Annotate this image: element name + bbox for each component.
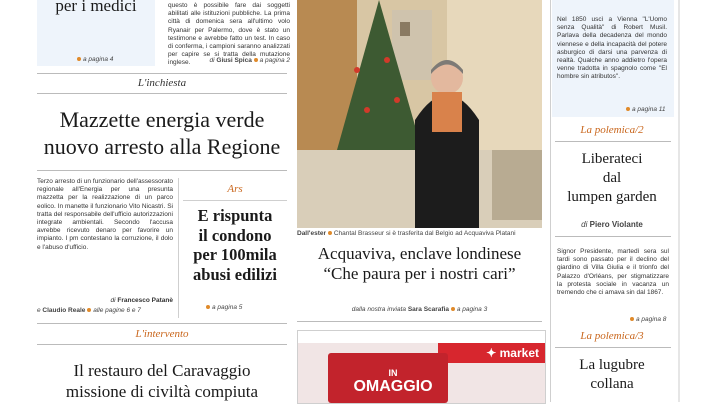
acquaviva-headline-line1: Acquaviva, enclave londinese bbox=[317, 244, 522, 263]
acquaviva-byline[interactable]: dalla nostra inviata Sara Scarafia a pagina 3 bbox=[351, 306, 488, 313]
intervento-kicker: L'intervento bbox=[135, 328, 189, 340]
ars-headline-line3: per 100mila bbox=[193, 245, 277, 264]
right-page-edge bbox=[678, 0, 680, 402]
main-photo[interactable] bbox=[297, 0, 542, 228]
polemica2-headline[interactable] bbox=[552, 150, 672, 207]
bullet-icon bbox=[87, 308, 91, 312]
ad-brand-banner bbox=[438, 343, 545, 363]
bullet-icon bbox=[254, 58, 258, 62]
inchiesta-byline: di Francesco Patanè bbox=[110, 297, 173, 304]
polemica2-byline[interactable]: di Piero Violante bbox=[581, 220, 643, 229]
col4-top-body: Nel 1850 uscì a Vienna "L'Uomo senza Qualità" di Robert Musil. Parlava della decadenza del mondo viennese e della incapacità del potere asburgico di darsi una parvenza di realtà. Qualche anno addietro l'opera venne tradotta in spagnolo come "El hombre sin atributos". bbox=[557, 16, 667, 81]
polemica3-headline-line2: collana bbox=[590, 376, 634, 392]
polemica3-headline[interactable] bbox=[552, 356, 672, 394]
col1-rule bbox=[37, 73, 287, 74]
inchiesta-headline-line1: Mazzette energia verde bbox=[59, 107, 265, 132]
photo-caption: Dall'ester Chantal Brasseur si è trasferita dal Belgio ad Acquaviva Platani bbox=[297, 230, 516, 237]
col2-top-text: questo è possibile fare dai soggetti abilitati alle istituzioni pubbliche. La prima città di domenica sera all'ultimo volo Ryanair per Palermo, dove è stato un testimone e avrebbe fatto un test. In caso di conferma, i campioni saranno analizzati per capire se si tratta della mutazione inglese. bbox=[168, 2, 290, 67]
ad-top-strip bbox=[298, 331, 545, 343]
ars-kicker: Ars bbox=[227, 183, 243, 195]
top-left-ref[interactable]: a pagina 4 bbox=[77, 56, 113, 63]
polemica2-kicker: La polemica/2 bbox=[580, 124, 644, 136]
bullet-icon bbox=[77, 57, 81, 61]
col1-rule-4 bbox=[37, 323, 287, 324]
col2-vertical-rule bbox=[178, 178, 179, 318]
bullet-icon bbox=[206, 305, 210, 309]
polemica3-headline-line1: La lugubre bbox=[579, 357, 645, 373]
intervento-headline-line1: Il restauro del Caravaggio bbox=[73, 361, 251, 380]
inchiesta-body: Terzo arresto di un funzionario dell'assessorato regionale all'Energia per una presunta mazzetta per la realizzazione di un parco eolico. In manette il funzionario Vito Nicastri. Si tratta del responsabile dell'ufficio autorizzazioni integrate ambientali. Secondo l'accusa avrebbe ricevuto denaro per favorire un impianto. I pm contestano la corruzione, il dolo e l'abuso d'ufficio. bbox=[37, 178, 173, 251]
polemica3-kicker: La polemica/3 bbox=[580, 330, 644, 342]
intervento-headline-line2: missione di civiltà compiuta bbox=[65, 382, 259, 401]
inchiesta-kicker: L'inchiesta bbox=[137, 77, 187, 89]
ars-headline-line2: il condono bbox=[198, 225, 272, 245]
col4-rule-2 bbox=[555, 236, 671, 237]
bullet-icon bbox=[328, 231, 332, 235]
ad-brand: market bbox=[499, 346, 539, 360]
bullet-icon bbox=[451, 307, 455, 311]
ars-ref[interactable]: a pagina 5 bbox=[206, 304, 242, 311]
col1-rule-3 bbox=[37, 170, 287, 171]
col2-top-byline[interactable]: di Giusi Spica a pagina 2 bbox=[209, 57, 290, 64]
ad-text: IN OMAGGIO bbox=[353, 368, 433, 395]
col4-rule-3 bbox=[555, 347, 671, 348]
col1-rule-2 bbox=[37, 93, 287, 94]
polemica2-ref[interactable]: a pagina 8 bbox=[630, 316, 666, 323]
inchiesta-headline-line2: nuovo arresto alla Regione bbox=[43, 134, 281, 159]
inchiesta-headline[interactable] bbox=[30, 106, 294, 160]
ars-headline-line1: E rispunta bbox=[197, 206, 273, 225]
col3-rule bbox=[297, 321, 542, 322]
photo-illustration bbox=[297, 0, 542, 228]
bullet-icon bbox=[630, 317, 634, 321]
acquaviva-headline[interactable] bbox=[297, 244, 542, 284]
advertisement[interactable] bbox=[297, 330, 546, 404]
polemica2-headline-line3: lumpen garden bbox=[567, 189, 657, 205]
inchiesta-ref[interactable]: e Claudio Reale alle pagine 6 e 7 bbox=[37, 307, 141, 314]
polemica2-headline-line2: dal bbox=[602, 170, 622, 186]
polemica2-body: Signor Presidente, martedì sera sul tardi sono passato per il declino del giardino di Villa Giulia e il trionfo del Palazzo d'Orléans, per stigmatizzare la protesta sociale in vacanza un tremendo che ci amava sin dal 1867. bbox=[557, 248, 669, 297]
polemica2-headline-line1: Liberateci bbox=[581, 151, 643, 167]
top-left-headline: per i medici bbox=[55, 0, 137, 15]
carrefour-logo-icon: ✦ bbox=[486, 346, 497, 360]
bullet-icon bbox=[626, 107, 630, 111]
col4-vertical-rule bbox=[550, 0, 551, 402]
ars-headline-line4: abusi edilizi bbox=[193, 264, 277, 284]
acquaviva-headline-line2: “Che paura per i nostri cari” bbox=[323, 264, 516, 283]
col1-rule-5 bbox=[37, 344, 287, 345]
col4-top-ref[interactable]: a pagina 11 bbox=[626, 106, 666, 113]
col4-rule bbox=[555, 141, 671, 142]
ars-rule bbox=[183, 200, 287, 201]
top-left-box bbox=[37, 0, 155, 66]
intervento-headline[interactable] bbox=[30, 360, 294, 402]
ars-headline[interactable] bbox=[180, 206, 290, 284]
